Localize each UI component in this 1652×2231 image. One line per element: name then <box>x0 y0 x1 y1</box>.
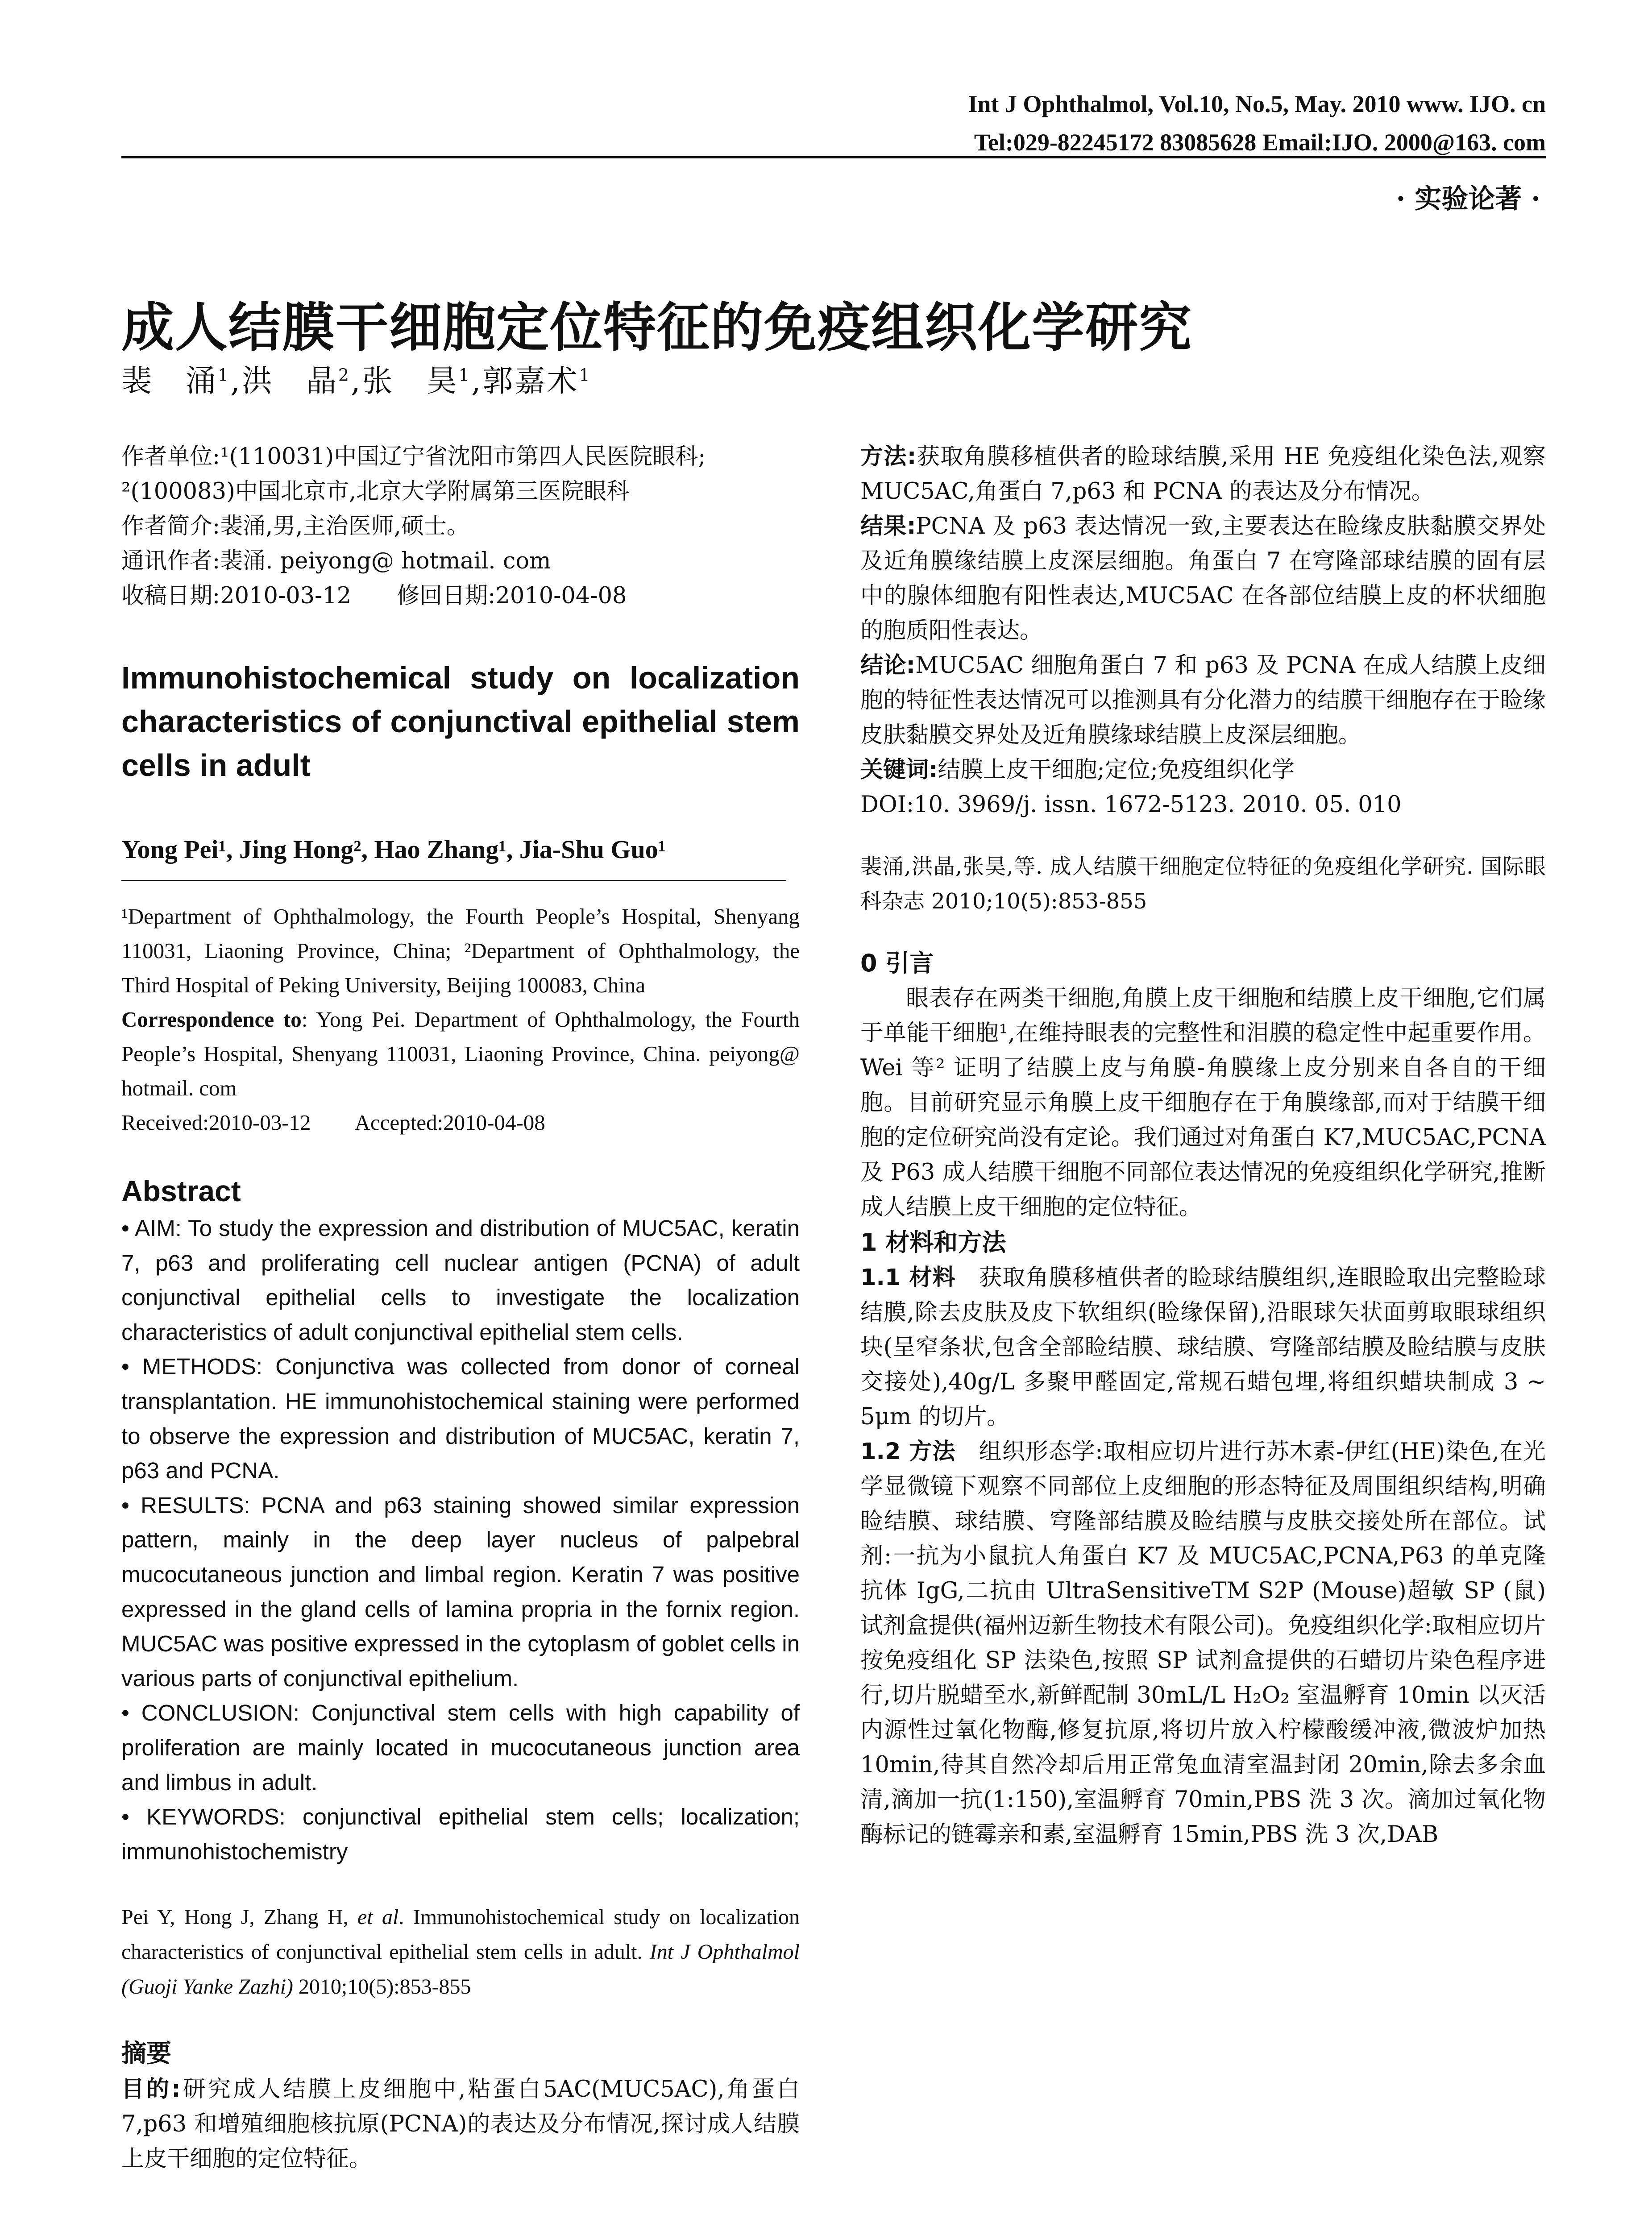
received-en: Received:2010-03-12 Accepted:2010-04-08 <box>121 1110 545 1135</box>
author-unit-2: ²(100083)中国北京市,北京大学附属第三医院眼科 <box>121 478 630 505</box>
correspondence-text: : Yong Pei. Department of Ophthalmology, the Fourth People’s Hospital, Shenyang 110031, Liaoning Province, China. peiyong@ hotmail. com <box>121 1007 800 1100</box>
zhaiyao-mudi <box>121 2072 800 2177</box>
citation-cn: 裴涌,洪晶,张昊,等. 成人结膜干细胞定位特征的免疫组化学研究. 国际眼科杂志 2010;10(5):853-855 <box>860 854 1546 914</box>
left-column <box>121 440 800 2177</box>
section-tag: · 实验论著 · <box>1396 183 1540 215</box>
zhaiyao-jielun-label: 结论: <box>860 652 916 679</box>
zhaiyao-jieguo-text: PCNA 及 p63 表达情况一致,主要表达在睑缘皮肤黏膜交界处及近角膜缘结膜上皮深层细胞。角蛋白 7 在穹隆部球结膜的固有层中的腺体细胞有阳性表达,MUC5AC 在各部位结膜上皮的杯状细胞的胞质阳性表达。 <box>860 513 1546 644</box>
methods-1-1 <box>860 1261 1546 1435</box>
author-2: ,洪 晶 <box>230 364 338 399</box>
abstract-results: • RESULTS: PCNA and p63 staining showed similar expression pattern, mainly in the deep layer nucleus of palpebral mucocutaneous junction and limbal region. Keratin 7 was positive expressed in the gland cells of lamina propria in the fornix region. MUC5AC was positive expressed in the cytoplasm of goblet cells in various parts of conjunctival epithelium. <box>121 1492 800 1691</box>
abstract-conclusion: • CONCLUSION: Conjunctival stem cells with high capability of proliferation are mainly located in mucocutaneous junction area and limbus in adult. <box>121 1700 800 1795</box>
methods-1-2 <box>860 1435 1546 1852</box>
author-unit-1: 作者单位:¹(110031)中国辽宁省沈阳市第四人民医院眼科; <box>121 444 706 470</box>
intro-heading: 0 引言 <box>860 949 934 977</box>
header-rule <box>121 156 1546 158</box>
abstract-methods: • METHODS: Conjunctiva was collected from donor of corneal transplantation. HE immunohistochemical staining were performed to observe the expression and distribution of MUC5AC, keratin 7, p63 and PCNA. <box>121 1354 800 1484</box>
zhaiyao-keywords <box>860 753 1546 788</box>
article-title-cn: 成人结膜干细胞定位特征的免疫组织化学研究 <box>121 297 1193 359</box>
zhaiyao-keywords-text: 结膜上皮干细胞;定位;免疫组织化学 <box>938 757 1295 783</box>
article-title-en: Immunohistochemical study on localization characteristics of conjunctival epithelial stem cells in adult <box>121 660 800 783</box>
correspondence-label: Correspondence to <box>121 1007 302 1032</box>
abstract-keywords: • KEYWORDS: conjunctival epithelial stem cells; localization; immunohistochemistry <box>121 1804 800 1864</box>
zhaiyao-mudi-label: 目的: <box>121 2076 181 2103</box>
citation-en-etal: et al <box>348 1905 399 1929</box>
methods-1-1-label: 1.1 材料 <box>860 1265 956 1291</box>
author-intro: 作者简介:裴涌,男,主治医师,硕士。 <box>121 513 469 539</box>
zhaiyao-heading: 摘要 <box>121 2039 171 2069</box>
zhaiyao-mudi-text: 研究成人结膜上皮细胞中,粘蛋白5AC(MUC5AC),角蛋白7,p63 和增殖细胞核抗原(PCNA)的表达及分布情况,探讨成人结膜上皮干细胞的定位特征。 <box>121 2076 800 2173</box>
right-column <box>860 440 1546 1852</box>
citation-en-pre: Pei Y, Hong J, Zhang H, <box>121 1905 349 1929</box>
zhaiyao-fangfa-text: 获取角膜移植供者的睑球结膜,采用 HE 免疫组化染色法,观察 MUC5AC,角蛋白 7,p63 和 PCNA 的表达及分布情况。 <box>860 444 1546 505</box>
abstract-heading: Abstract <box>121 1174 241 1207</box>
intro-text: 眼表存在两类干细胞,角膜上皮干细胞和结膜上皮干细胞,它们属于单能干细胞¹,在维持眼表的完整性和泪膜的稳定性中起重要作用。Wei 等² 证明了结膜上皮与角膜-角膜缘上皮分别来自各自的干细胞。目前研究显示角膜上皮干细胞存在于角膜缘部,而对于结膜干细胞的定位研究尚没有定论。我们通过对角蛋白 K7,MUC5AC,PCNA 及 P63 成人结膜干细胞不同部位表达情况的免疫组织化学研究,推断成人结膜上皮干细胞的定位特征。 <box>860 985 1546 1220</box>
zhaiyao-keywords-label: 关键词: <box>860 757 938 783</box>
zhaiyao-fangfa-label: 方法: <box>860 444 917 470</box>
author-3: ,张 昊 <box>351 364 459 399</box>
zhaiyao-jielun-text: MUC5AC 细胞角蛋白 7 和 p63 及 PCNA 在成人结膜上皮细胞的特征性表达情况可以推测具有分化潜力的结膜干细胞存在于睑缘皮肤黏膜交界处及近角膜缘球结膜上皮深层细胞。 <box>860 652 1546 748</box>
zhaiyao-jielun <box>860 648 1546 753</box>
abstract-aim: • AIM: To study the expression and distribution of MUC5AC, keratin 7, p63 and proliferating cell nuclear antigen (PCNA) of adult conjunctival epithelial cells to investigate the localization characteristics of adult conjunctival epithelial stem cells. <box>121 1215 800 1345</box>
zhaiyao-jieguo-label: 结果: <box>860 513 916 539</box>
correspondence-en <box>121 1002 800 1105</box>
received-dates-cn: 收稿日期:2010-03-12 修回日期:2010-04-08 <box>121 583 627 609</box>
journal-header <box>968 85 1546 162</box>
affiliations-en: ¹Department of Ophthalmology, the Fourth People’s Hospital, Shenyang 110031, Liaoning Province, China; ²Department of Ophthalmology, the Third Hospital of Peking University, Beijing 100083, China <box>121 904 800 997</box>
author-2-aff: 2 <box>338 365 351 385</box>
authors-rule <box>121 880 786 881</box>
citation-en-post: 2010;10(5):853-855 <box>293 1975 471 1999</box>
zhaiyao-jieguo <box>860 509 1546 648</box>
citation-en-journal: Int J Ophthalmol (Guoji Yanke Zazhi) <box>121 1940 800 1999</box>
authors-cn <box>121 357 592 400</box>
contact-line: Tel:029-82245172 83085628 Email:IJO. 2000@163. com <box>974 129 1546 156</box>
methods-1-1-text: 获取角膜移植供者的睑球结膜组织,连眼睑取出完整睑球结膜,除去皮肤及皮下软组织(睑缘保留),沿眼球矢状面剪取眼球组织块(呈窄条状,包含全部睑结膜、球结膜、穹隆部结膜及睑结膜与皮肤交接处),40g/L 多聚甲醛固定,常规石蜡包埋,将组织蜡块制成 3 ~ 5μm 的切片。 <box>860 1265 1546 1430</box>
author-3-aff: 1 <box>458 365 471 385</box>
doi: DOI:10. 3969/j. issn. 1672-5123. 2010. 05. 010 <box>860 792 1402 818</box>
citation-en-mid: . Immunohistochemical study on localization characteristics of conjunctival epithelial stem cells in adult. <box>121 1905 800 1964</box>
author-1-aff: 1 <box>218 365 231 385</box>
author-4-aff: 1 <box>579 365 592 385</box>
zhaiyao-fangfa <box>860 440 1546 509</box>
corresponding-author: 通讯作者:裴涌. peiyong@ hotmail. com <box>121 548 551 574</box>
citation-en <box>121 1900 800 2004</box>
methods-1-2-label: 1.2 方法 <box>860 1439 956 1465</box>
author-4: ,郭嘉术 <box>471 364 579 399</box>
author-1: 裴 涌 <box>121 364 218 399</box>
authors-en: Yong Pei¹, Jing Hong², Hao Zhang¹, Jia-Shu Guo¹ <box>121 835 666 864</box>
methods-heading: 1 材料和方法 <box>860 1228 1006 1256</box>
methods-1-2-text: 组织形态学:取相应切片进行苏木素-伊红(HE)染色,在光学显微镜下观察不同部位上皮细胞的形态特征及周围组织结构,明确睑结膜、球结膜、穹隆部结膜及睑结膜与皮肤交接处所在部位。试剂:一抗为小鼠抗人角蛋白 K7 及 MUC5AC,PCNA,P63 的单克隆抗体 IgG,二抗由 UltraSensitiveTM S2P (Mouse)超敏 SP (鼠)试剂盒提供(福州迈新生物技术有限公司)。免疫组织化学:取相应切片按免疫组化 SP 法染色,按照 SP 试剂盒提供的石蜡切片染色程序进行,切片脱蜡至水,新鲜配制 30mL/L H₂O₂ 室温孵育 10min 以灭活内源性过氧化物酶,修复抗原,将切片放入柠檬酸缓冲液,微波炉加热 10min,待其自然冷却后用正常兔血清室温封闭 20min,除去多余血清,滴加一抗(1:150),室温孵育 70min,PBS 洗 3 次。滴加过氧化物酶标记的链霉亲和素,室温孵育 15min,PBS 洗 3 次,DAB <box>860 1439 1546 1848</box>
journal-line: Int J Ophthalmol, Vol.10, No.5, May. 2010 www. IJO. cn <box>968 91 1546 117</box>
